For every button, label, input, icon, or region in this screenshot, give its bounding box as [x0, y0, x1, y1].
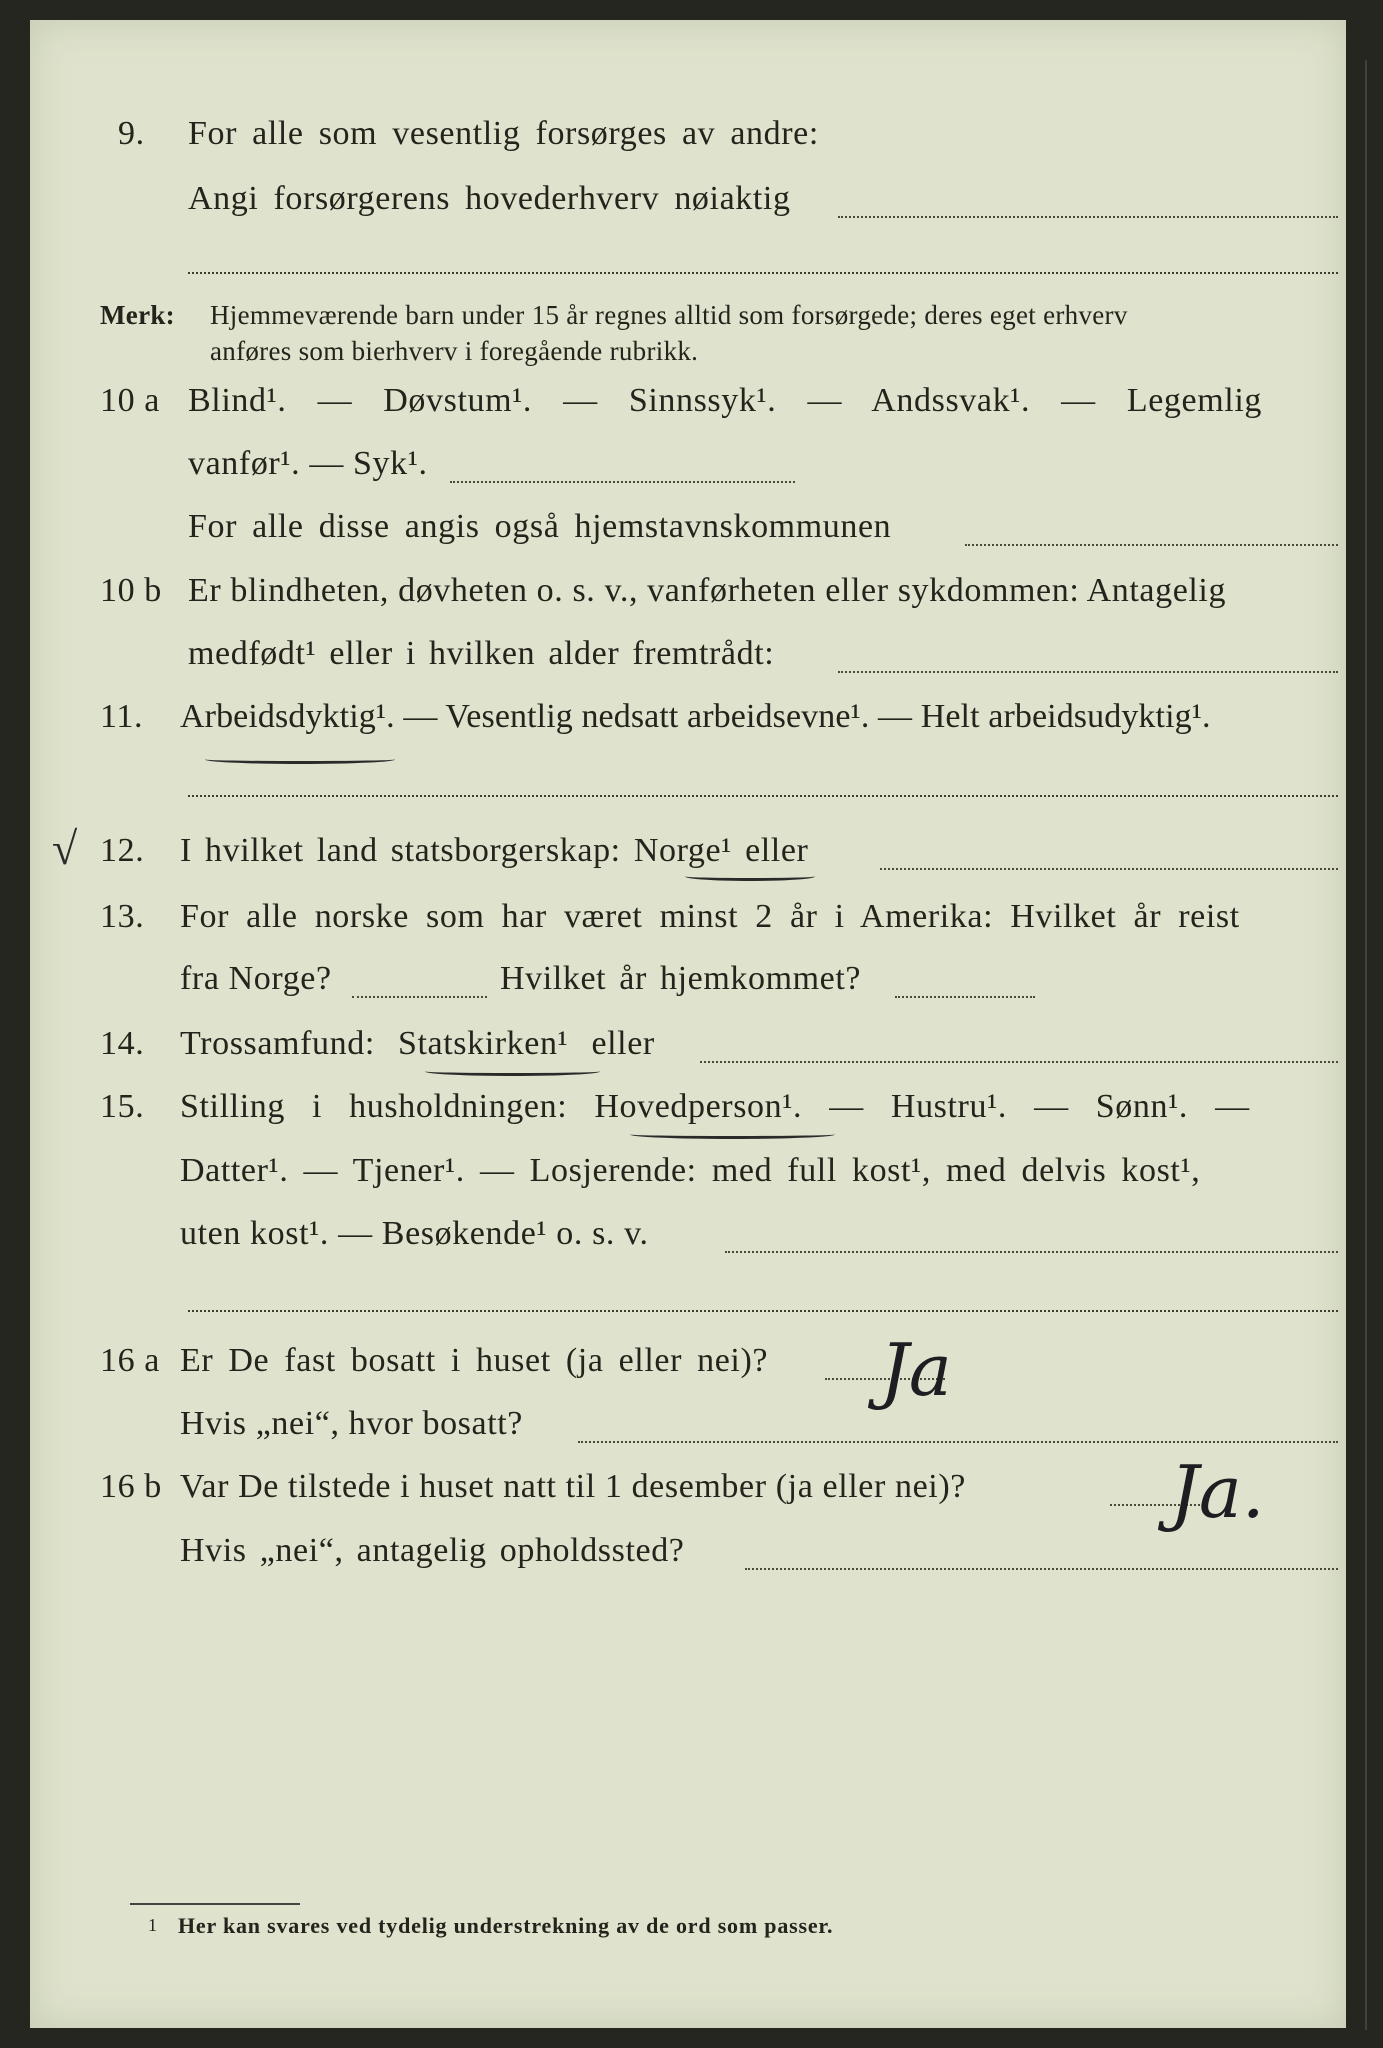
footnote-text: Her kan svares ved tydelig understrekning av de ord som passer.: [178, 1913, 834, 1938]
q10a-text1: Blind¹. — Døvstum¹. — Sinnssyk¹. — Andssvak¹. — Legemlig: [188, 382, 1262, 419]
right-margin-rule: [1365, 60, 1367, 2030]
q16b-text2: Hvis „nei“, antagelig opholdssted?: [180, 1532, 685, 1569]
q16b-location-line[interactable]: [745, 1568, 1338, 1570]
q10a-hometown-line[interactable]: [965, 544, 1338, 546]
q12-line1: [30, 823, 1346, 892]
q9-text1: For alle som vesentlig forsørges av andre:: [188, 115, 819, 152]
q16b-number: 16 b: [100, 1468, 162, 1505]
q13-line2: [30, 960, 1346, 1020]
footnote-marker: 1: [148, 1915, 158, 1935]
q15-number: 15.: [100, 1088, 145, 1125]
q10a-line1: [30, 382, 1346, 442]
q13-text1: For alle norske som har været minst 2 år i Amerika: Hvilket år reist: [180, 898, 1240, 935]
census-form-page: [30, 20, 1346, 2028]
footnote-rule: [130, 1903, 300, 1905]
q15-text2: Datter¹. — Tjener¹. — Losjerende: med full kost¹, med delvis kost¹,: [180, 1152, 1201, 1189]
q9-text2: Angi forsørgerens hovederhverv nøiaktig: [188, 180, 791, 217]
q14-number: 14.: [100, 1025, 145, 1062]
q11-line1: [30, 698, 1346, 758]
q12-check-mark: √: [52, 823, 78, 874]
q10a-line3: [30, 508, 1346, 568]
q16a-handwritten-answer: Ja: [880, 1328, 952, 1412]
q12-text1: I hvilket land statsborgerskap: Norge¹ eller: [180, 832, 809, 869]
q16a-line2: [30, 1405, 1346, 1465]
q13-text2b: Hvilket år hjemkommet?: [500, 960, 862, 997]
q16b-text1: Var De tilstede i huset natt til 1 desember (ja eller nei)?: [180, 1468, 966, 1505]
q9-answer-line2[interactable]: [188, 272, 1338, 274]
q16b-handwritten-answer: Ja.: [1170, 1450, 1265, 1534]
q16a-text2: Hvis „nei“, hvor bosatt?: [180, 1405, 523, 1442]
q10a-line2: [30, 445, 1346, 505]
q16b-line2: [30, 1532, 1346, 1592]
q15-line3: [30, 1215, 1346, 1275]
footnote: [30, 1913, 1346, 1973]
q15-line1: [30, 1088, 1346, 1148]
q15-line2: [30, 1152, 1346, 1212]
q12-answer-line[interactable]: [880, 868, 1338, 870]
q14-handwritten-underline: [425, 1067, 600, 1076]
q12-number: 12.: [100, 832, 145, 869]
q16a-number: 16 a: [100, 1342, 160, 1379]
q14-answer-line[interactable]: [700, 1061, 1338, 1063]
q10b-answer-line[interactable]: [838, 671, 1338, 673]
q10b-number: 10 b: [100, 572, 162, 609]
q11-number: 11.: [100, 698, 144, 735]
q9-line1: [30, 115, 1346, 175]
q16a-line1: [30, 1342, 1346, 1402]
q10b-text2: medfødt¹ eller i hvilken alder fremtrådt:: [188, 635, 775, 672]
q13-number: 13.: [100, 898, 145, 935]
q9-answer-line[interactable]: [838, 216, 1338, 218]
q10a-text3: For alle disse angis også hjemstavnskommunen: [188, 508, 892, 545]
q11-answer-line[interactable]: [188, 795, 1338, 797]
q9-line2: [30, 180, 1346, 240]
q9-number: 9.: [118, 115, 145, 152]
merk-text1: Hjemmeværende barn under 15 år regnes alltid som forsørgede; deres eget erhverv: [210, 300, 1128, 330]
q10a-text2: vanfør¹. — Syk¹.: [188, 445, 428, 482]
q11-text1: Arbeidsdyktig¹. — Vesentlig nedsatt arbeidsevne¹. — Helt arbeidsudyktig¹.: [180, 698, 1211, 735]
q13-return-line[interactable]: [895, 996, 1035, 998]
q15-text3: uten kost¹. — Besøkende¹ o. s. v.: [180, 1215, 649, 1252]
q11-handwritten-underline: [205, 755, 395, 764]
q12-handwritten-underline: [685, 872, 815, 881]
q15-handwritten-underline: [630, 1130, 835, 1139]
q15-text1: Stilling i husholdningen: Hovedperson¹. — Hustru¹. — Sønn¹. —: [180, 1088, 1250, 1125]
q10a-answer-line[interactable]: [450, 481, 795, 483]
q13-departure-line[interactable]: [352, 996, 487, 998]
q13-line1: [30, 898, 1346, 958]
q16a-text1: Er De fast bosatt i huset (ja eller nei)?: [180, 1342, 769, 1379]
q16a-residence-line[interactable]: [578, 1441, 1338, 1443]
q10b-line1: [30, 572, 1346, 632]
q13-text2a: fra Norge?: [180, 960, 332, 997]
q15-answer-line[interactable]: [725, 1251, 1338, 1253]
q10b-line2: [30, 635, 1346, 695]
q10b-text1: Er blindheten, døvheten o. s. v., vanførheten eller sykdommen: Antagelig: [188, 572, 1227, 609]
merk-label: Merk:: [100, 300, 175, 330]
q16b-line1: [30, 1468, 1346, 1528]
merk-text2: anføres som bierhverv i foregående rubrikk.: [210, 336, 699, 366]
q14-text1: Trossamfund: Statskirken¹ eller: [180, 1025, 655, 1062]
q10a-number: 10 a: [100, 382, 160, 419]
q14-line1: [30, 1025, 1346, 1085]
q15-answer-line2[interactable]: [188, 1310, 1338, 1312]
